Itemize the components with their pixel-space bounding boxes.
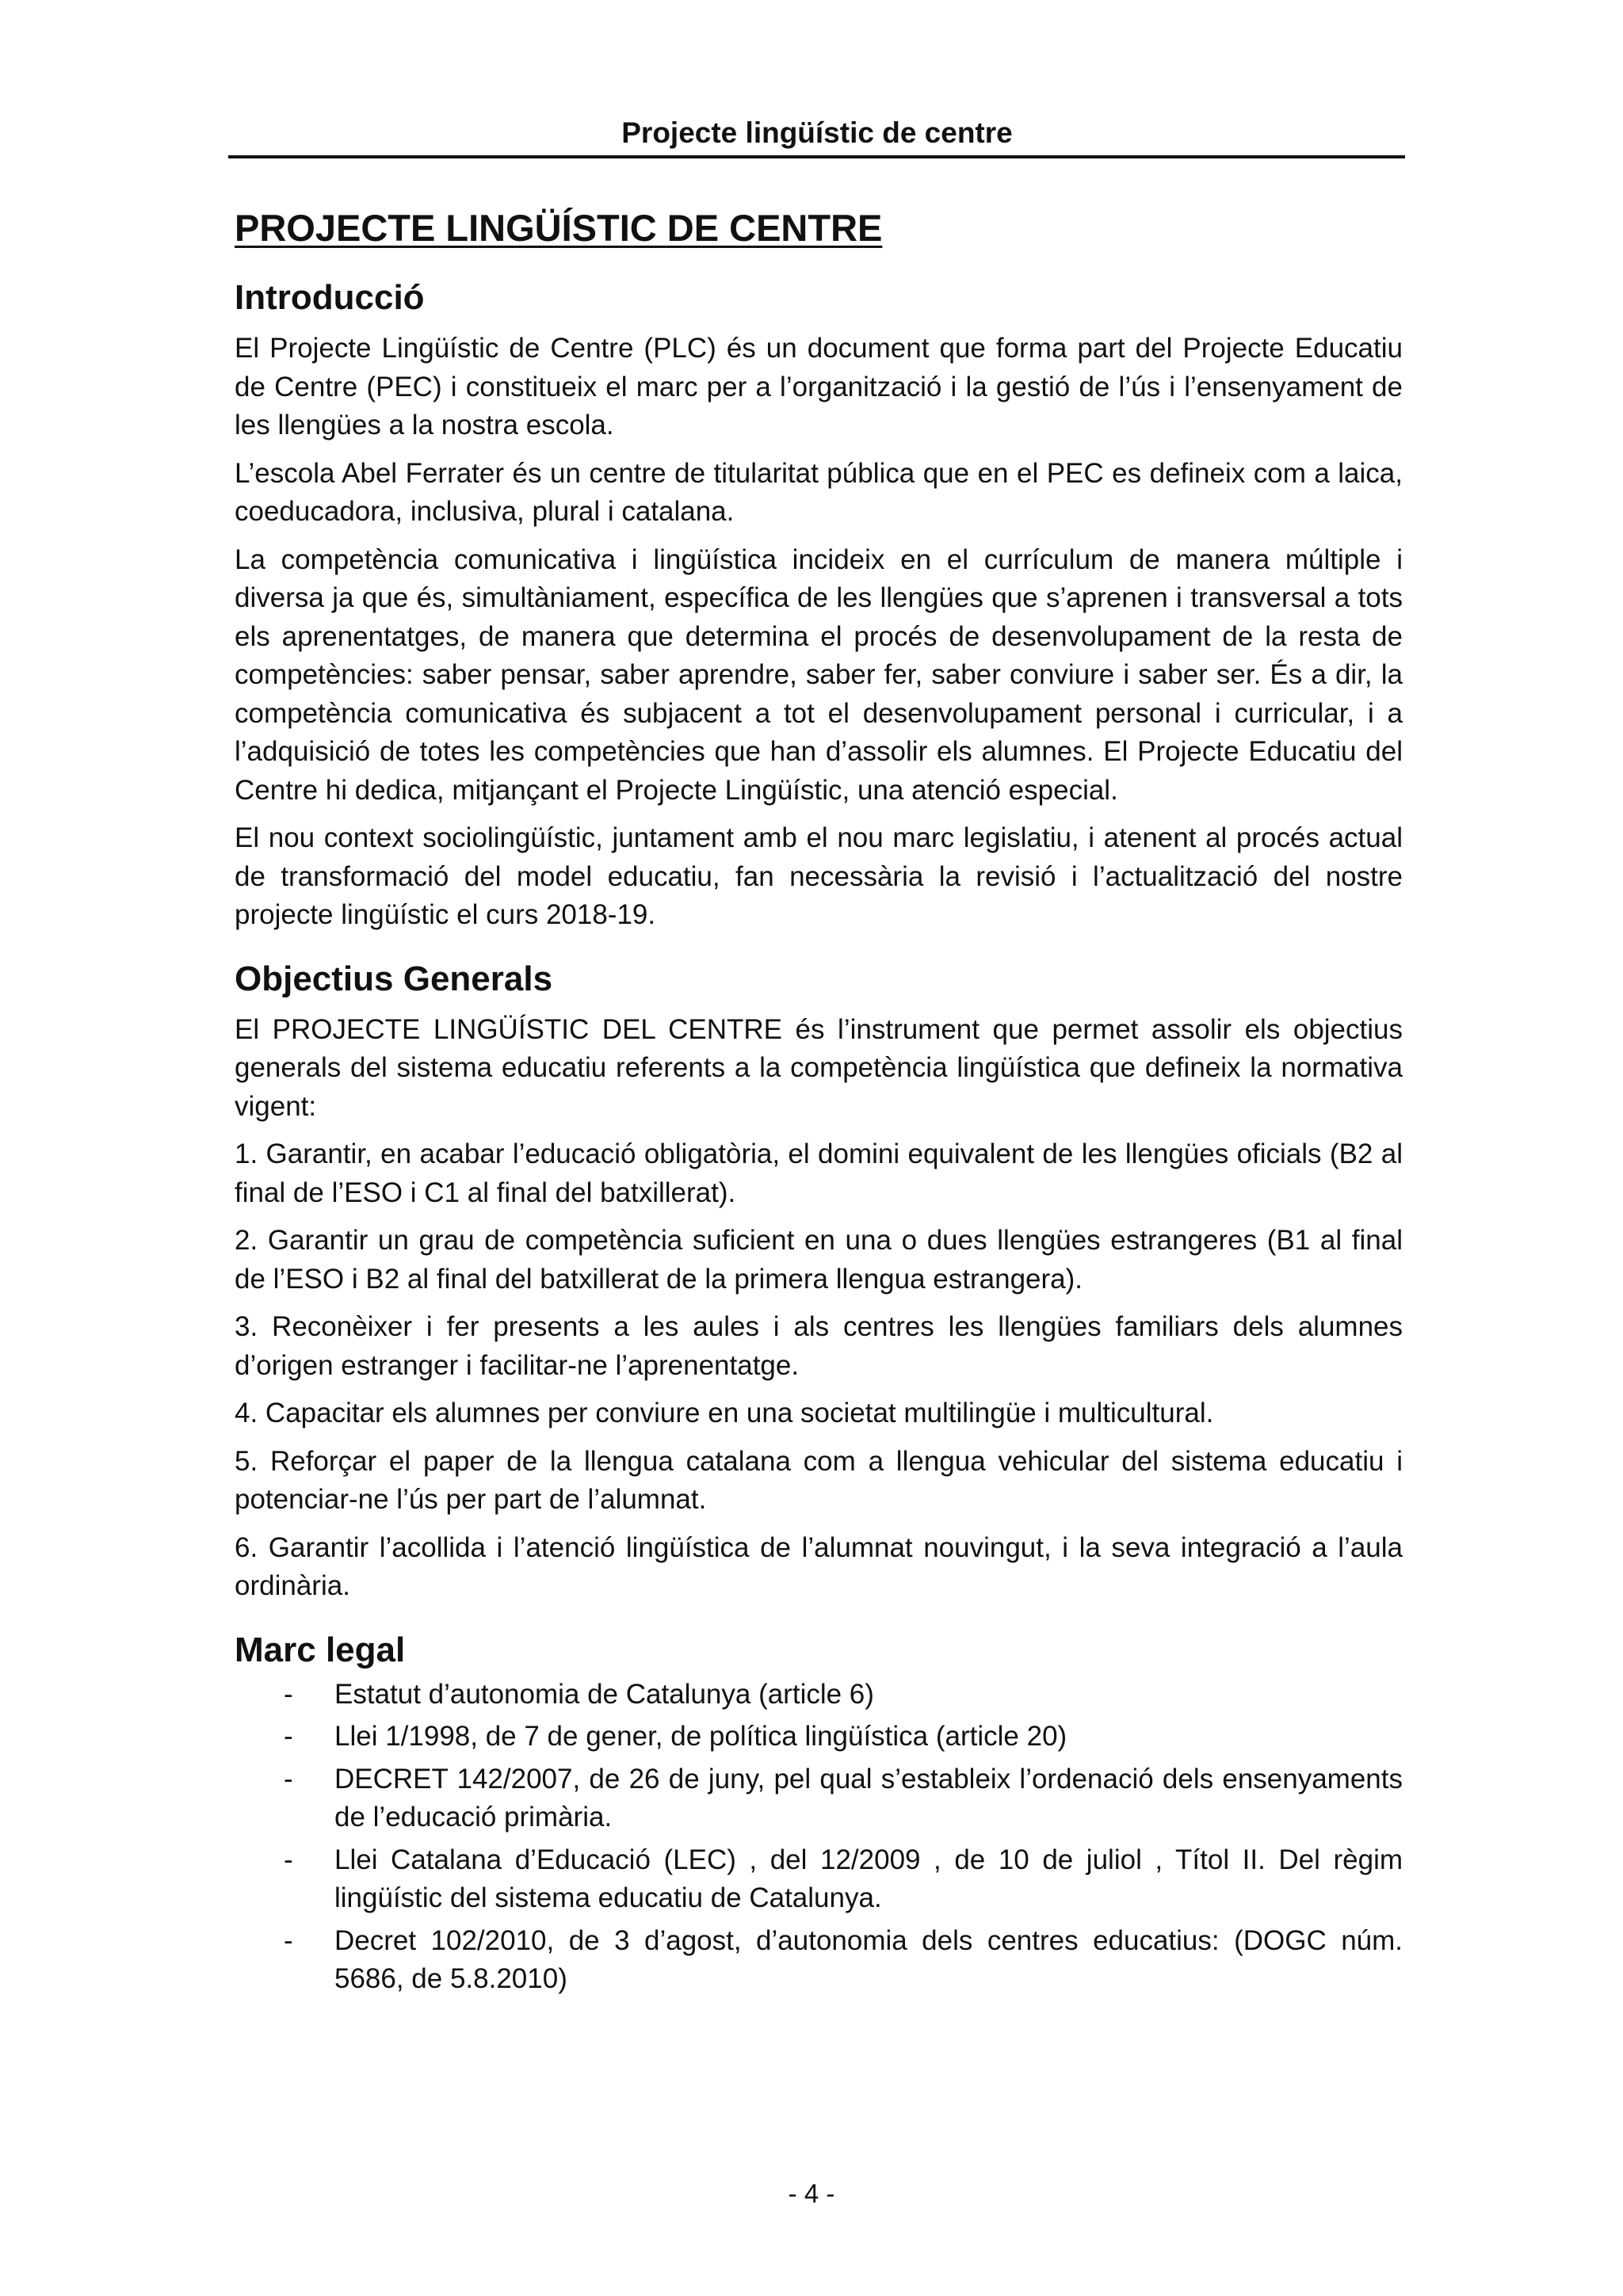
list-item-text: Llei 1/1998, de 7 de gener, de política lingüística (article 20) [334, 1721, 1067, 1752]
bullet-dash: - [284, 1924, 293, 1956]
objectiu-item: 6. Garantir l’acollida i l’atenció lingüística de l’alumnat nouvingut, i la seva integració a l’aula ordinària. [235, 1531, 1403, 1601]
page-content [235, 195, 1403, 2003]
bullet-dash: - [284, 1678, 293, 1710]
objectiu-item: 5. Reforçar el paper de la llengua catalana com a llengua vehicular del sistema educatiu i potenciar-ne l’ús per part de l’alumnat. [235, 1445, 1403, 1515]
header-rule [228, 155, 1405, 158]
bullet-dash: - [284, 1763, 293, 1794]
section-heading-introduccio: Introducció [235, 278, 425, 317]
list-item-text: Decret 102/2010, de 3 d’agost, d’autonomia dels centres educatius: (DOGC núm. 5686, de 5.8.2010) [334, 1924, 1403, 1994]
section-heading-marc-legal: Marc legal [235, 1630, 406, 1669]
objectiu-item: 3. Reconèixer i fer presents a les aules i als centres les llengües familiars dels alumnes d’origen estranger i facilitar-ne l’aprenentatge. [235, 1311, 1403, 1381]
intro-paragraph: L’escola Abel Ferrater és un centre de titularitat pública que en el PEC es defineix com a laica, coeducadora, inclusiva, plural i catalana. [235, 457, 1403, 527]
list-item [235, 1718, 1403, 1756]
list-item [235, 1676, 1403, 1714]
intro-paragraph: La competència comunicativa i lingüística incideix en el currículum de manera múltiple i diversa ja que és, simultàniament, específica de les llengües que s’aprenen i transversal a tots els aprenentatges, de manera que determina el procés de desenvolupament de la resta de competències: saber pensar, saber aprendre, saber fer, saber conviure i saber ser. És a dir, la competència comunicativa és subjacent a tot el desenvolupament personal i curricular, i a l’adquisició de totes les competències que han d’assolir els alumnes. El Projecte Educatiu del Centre hi dedica, mitjançant el Projecte Lingüístic, una atenció especial. [235, 543, 1403, 806]
list-item [235, 1922, 1403, 1999]
intro-paragraph: El Projecte Lingüístic de Centre (PLC) és un document que forma part del Projecte Educatiu de Centre (PEC) i constitueix el marc per a l’organització i la gestió de l’ús i l’ensenyament de les llengües a la nostra escola. [235, 333, 1403, 441]
list-item-text: DECRET 142/2007, de 26 de juny, pel qual s’estableix l’ordenació dels ensenyaments de l’educació primària. [334, 1763, 1403, 1833]
bullet-dash: - [284, 1844, 293, 1875]
list-item-text: Estatut d’autonomia de Catalunya (article 6) [334, 1678, 874, 1710]
objectius-intro: El PROJECTE LINGÜÍSTIC DEL CENTRE és l’instrument que permet assolir els objectius generals del sistema educatiu referents a la competència lingüística que defineix la normativa vigent: [235, 1013, 1403, 1122]
bullet-dash: - [284, 1721, 293, 1752]
list-item [235, 1760, 1403, 1837]
list-item-text: Llei Catalana d’Educació (LEC) , del 12/2009 , de 10 de juliol , Títol II. Del règim lingüístic del sistema educatiu de Catalunya. [334, 1844, 1403, 1913]
list-item [235, 1841, 1403, 1918]
objectiu-item: 1. Garantir, en acabar l’educació obligatòria, el domini equivalent de les llengües oficials (B2 al final de l’ESO i C1 al final del batxillerat). [235, 1138, 1403, 1208]
intro-paragraph: El nou context sociolingüístic, juntament amb el nou marc legislatiu, i atenent al procés actual de transformació del model educatiu, fan necessària la revisió i l’actualització del nostre projecte lingüístic el curs 2018-19. [235, 822, 1403, 930]
objectiu-item: 4. Capacitar els alumnes per conviure en una societat multilingüe i multicultural. [235, 1398, 1214, 1428]
objectiu-item: 2. Garantir un grau de competència suficient en una o dues llengües estrangeres (B1 al final de l’ESO i B2 al final del batxillerat de la primera llengua estrangera). [235, 1225, 1403, 1295]
running-header: Projecte lingüístic de centre [621, 116, 1013, 149]
section-heading-objectius: Objectius Generals [235, 959, 553, 998]
page-number: - 4 - [788, 2179, 835, 2208]
document-title: PROJECTE LINGÜÍSTIC DE CENTRE [235, 207, 883, 249]
marc-legal-list [235, 1676, 1403, 1999]
